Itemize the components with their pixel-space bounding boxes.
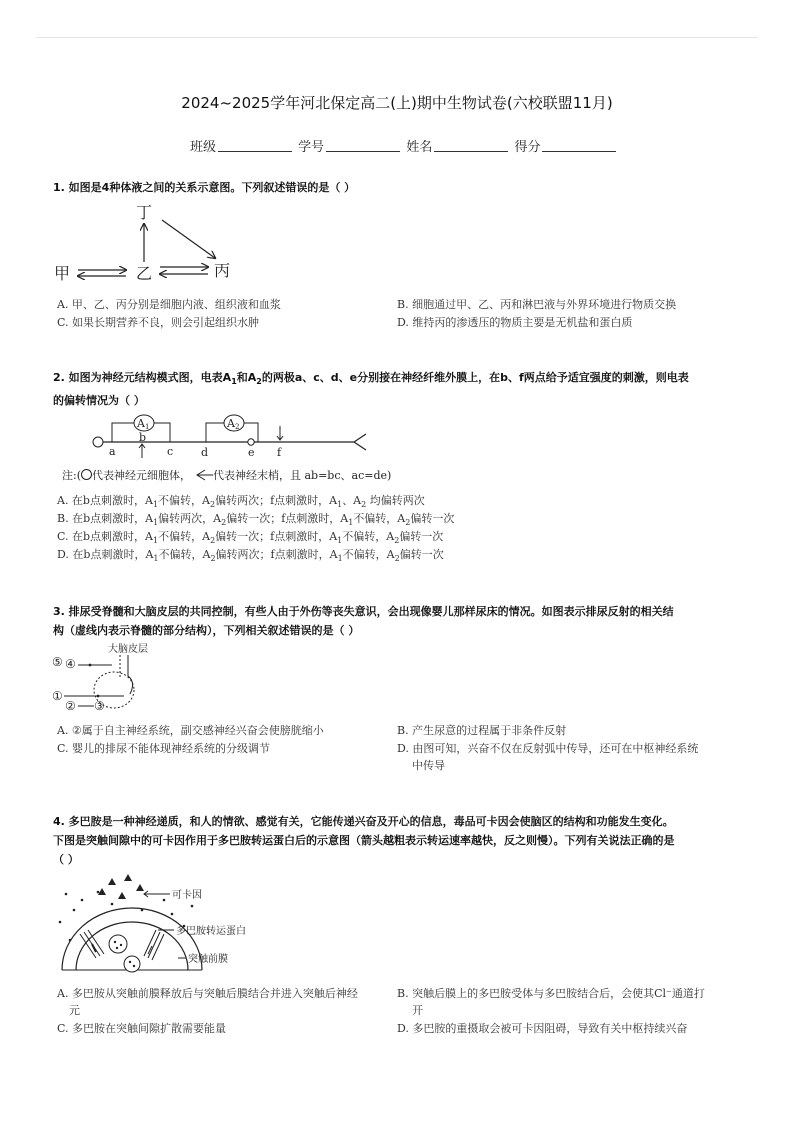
q4-synapse-diagram: [52, 870, 262, 978]
point-c: c: [167, 445, 174, 458]
meter-a2-label: A: [227, 417, 235, 430]
label-dopamine-transporter: 多巴胺转运蛋白: [176, 926, 246, 937]
point-d: d: [201, 446, 209, 459]
point-e: e: [248, 446, 255, 459]
q1-option-b[interactable]: B. 细胞通过甲、乙、丙和淋巴液与外界环境进行物质交换: [397, 298, 677, 311]
point-f: f: [277, 446, 282, 459]
label-presynaptic-membrane: 突触前膜: [188, 954, 228, 965]
question-4-stem: 4. 多巴胺是一种神经递质，和人的情欲、感觉有关，它能传递兴奋及开心的信息，毒品可卡因会使脑区的结构和功能发生变化。 下图是突触间隙中的可卡因作用于多巴胺转运蛋白后的示意图（箭头越粗表示转运速率越快，反之则慢）。下列有关说法正确的是 （ ）: [53, 815, 675, 866]
q1-option-c[interactable]: C. 如果长期营养不良，则会引起组织水肿: [57, 316, 260, 329]
label-bing: 丙: [214, 261, 231, 280]
vesicle-1: [109, 935, 127, 953]
label-jia: 甲: [54, 264, 71, 283]
cell-body-icon: [93, 437, 103, 447]
label-cerebral-cortex: 大脑皮层: [108, 644, 148, 655]
electrode-e-icon: [248, 439, 254, 445]
nerve-ending-icon: [354, 434, 366, 450]
q2-figure-note: 注:( 代表神经元细胞体， 代表神经末梢，且 ab=bc、ac=de): [62, 469, 392, 482]
meter-a1-label: A: [137, 417, 145, 430]
page-title: 2024~2025学年河北保定高二(上)期中生物试卷(六校联盟11月): [181, 94, 613, 112]
transporter-right: [144, 930, 164, 960]
q3-option-d[interactable]: D. 由图可知，兴奋不仅在反射弧中传导，还可在中枢神经系统 中传导: [397, 742, 699, 772]
q2-option-c[interactable]: C. 在b点刺激时，$A_1$不偏转，$A_2$偏转一次；f点刺激时，$A_1$不偏转，$A_2$偏转一次: [57, 530, 444, 546]
label-yi: 乙: [136, 264, 153, 283]
vesicle-2: [124, 956, 140, 972]
cocaine-marker: [108, 878, 116, 885]
label-3: ③: [94, 699, 105, 713]
point-a: a: [109, 445, 116, 458]
label-2: ②: [65, 699, 76, 713]
name-blank[interactable]: [434, 139, 508, 152]
question-3-stem: 3. 排尿受脊髓和大脑皮层的共同控制，有些人由于外伤等丧失意识，会出现像婴儿那样尿床的情况。如图表示排尿反射的相关结 构（虚线内表示脊髓的部分结构），下列相关叙述错误的是（ ）: [53, 605, 674, 637]
q3-reflex-diagram: [50, 638, 180, 716]
q4-option-b[interactable]: B. 突触后膜上的多巴胺受体与多巴胺结合后，会使其Cl⁻通道打 开: [397, 987, 705, 1017]
label-4: ④: [65, 657, 76, 671]
q3-option-c[interactable]: C. 婴儿的排尿不能体现神经系统的分级调节: [57, 742, 271, 755]
q4-option-c[interactable]: C. 多巴胺在突触间隙扩散需要能量: [57, 1022, 227, 1035]
a1-wire-right: [154, 423, 170, 442]
q2-neuron-diagram: [86, 408, 376, 460]
student-info-line: [190, 136, 618, 155]
label-ding: 丁: [136, 203, 153, 222]
label-1: ①: [52, 689, 63, 703]
q1-option-a[interactable]: A. 甲、乙、丙分别是细胞内液、组织液和血浆: [57, 298, 281, 311]
q1-body-fluid-diagram: [50, 200, 250, 290]
q1-option-d[interactable]: D. 维持丙的渗透压的物质主要是无机盐和蛋白质: [397, 316, 633, 329]
top-divider: [36, 37, 758, 38]
meter-a1-sub: 1: [145, 423, 150, 431]
q4-option-d[interactable]: D. 多巴胺的重摄取会被可卡因阻碍，导致有关中枢持续兴奋: [397, 1022, 688, 1035]
point-b: b: [139, 431, 147, 444]
name-label: 姓名: [406, 140, 433, 155]
note-nerve-ending-icon: [191, 469, 213, 481]
class-label: 班级: [190, 140, 217, 155]
q3-option-b[interactable]: B. 产生尿意的过程属于非条件反射: [397, 724, 567, 737]
question-2-stem: 2. 如图为神经元结构模式图，电表$A_1$和$A_2$的两极a、c、d、e分别接在神经纤维外膜上，在b、f两点给予适宜强度的刺激，则电表 的偏转情况为（ ）: [53, 371, 689, 408]
question-1-stem: 1. 如图是4种体液之间的关系示意图。下列叙述错误的是（ ）: [53, 181, 356, 194]
q4-option-a[interactable]: A. 多巴胺从突触前膜释放后与突触后膜结合并进入突触后神经 元: [57, 987, 358, 1017]
label-5: ⑤: [52, 655, 63, 669]
number-blank[interactable]: [326, 139, 400, 152]
note-cell-body-icon: [81, 469, 92, 480]
number-label: 学号: [298, 140, 325, 155]
arrow-ding-to-bing: [162, 220, 215, 258]
q3-option-a[interactable]: A. ②属于自主神经系统，副交感神经兴奋会使膀胱缩小: [57, 724, 324, 737]
score-blank[interactable]: [542, 139, 616, 152]
q2-option-a[interactable]: A. 在b点刺激时，$A_1$不偏转，$A_2$偏转两次；f点刺激时，$A_1$、$A_2$ 均偏转两次: [57, 494, 425, 510]
score-label: 得分: [514, 140, 541, 155]
meter-a2-sub: 2: [235, 423, 240, 431]
q2-option-d[interactable]: D. 在b点刺激时，$A_1$不偏转，$A_2$偏转两次；f点刺激时，$A_1$不偏转，$A_2$偏转一次: [57, 548, 444, 564]
label-cocaine: 可卡因: [172, 890, 202, 901]
a1-wire-left: [112, 423, 134, 442]
class-blank[interactable]: [218, 139, 292, 152]
a2-wire-left: [206, 423, 224, 442]
q2-option-b[interactable]: B. 在b点刺激时，$A_1$偏转两次，$A_2$偏转一次；f点刺激时，$A_1$不偏转，$A_2$偏转一次: [57, 512, 455, 528]
